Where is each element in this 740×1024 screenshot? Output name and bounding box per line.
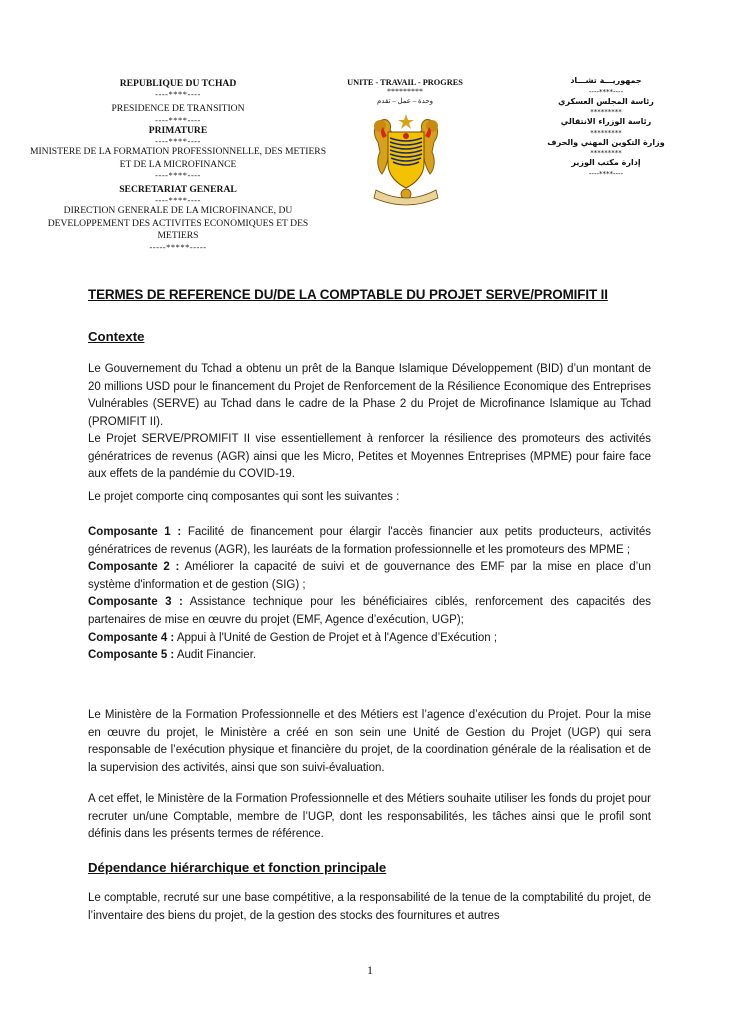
separator: ----****---- [155, 136, 201, 147]
country-name: REPUBLIQUE DU TCHAD [119, 78, 237, 89]
list-item [88, 559, 651, 594]
list-item [88, 630, 651, 648]
component-text: Améliorer la capacité de suivi et de gouvernance des EMF par la mise en place d’un système d'information et de gestion (SIG) ; [88, 561, 651, 591]
component-label: Composante 1 : [88, 526, 182, 538]
component-text: Facilité de financement pour élargir l'accès financier aux petits producteurs, activités génératrices de revenus (AGR), les lauréats de la formation professionnelle et les promoteurs des MPME ; [88, 526, 651, 556]
paragraph-role: Le comptable, recruté sur une base compétitive, a la responsabilité de la tenue de la comptabilité du projet, de l’inventaire des biens du projet, de la gestion des stocks des fournitures et autres [88, 892, 651, 922]
header-left [28, 78, 328, 252]
list-item [88, 594, 651, 629]
separator: ********* [590, 149, 622, 157]
country-name-arabic: جمهوريـــة تشـــاد [570, 76, 642, 85]
component-text: Appui à l'Unité de Gestion de Projet et à l'Agence d’Exécution ; [174, 631, 498, 644]
separator: ----****---- [155, 195, 201, 206]
ministry-name: MINISTERE DE LA FORMATION PROFESSIONNELLE, DES METIERS ET DE LA MICROFINANCE [29, 146, 327, 170]
separator: ----****---- [588, 169, 624, 178]
component-text: Audit Financier. [174, 649, 257, 662]
list-item [88, 647, 651, 665]
arabic-line-ministry: وزارة التكوين المهني والحرف [547, 137, 665, 147]
direction-name: DIRECTION GENERALE DE LA MICROFINANCE, DU DEVELOPPEMENT DES ACTIVITES ECONOMIQUES ET DES METIERS [47, 205, 309, 242]
separator: ----****---- [155, 114, 201, 125]
component-label: Composante 2 : [88, 561, 180, 574]
separator: ----****---- [155, 89, 201, 100]
paragraph-funding: Le Gouvernement du Tchad a obtenu un prêt de la Banque Islamique Développement (BID) d’un montant de 20 millions USD pour le financement du Projet de Renforcement de la Résilience Economique des Entreprises Vulnérables (SERVE) au Tchad dans le cadre de la Phase 2 du Projet de Microfinance Islamique au Tchad (PROMIFIT II). [88, 363, 651, 428]
paragraph-components-intro: Le projet comporte cinq composantes qui sont les suivantes : [88, 491, 400, 503]
separator: ----****---- [588, 87, 624, 96]
separator: ----****---- [155, 170, 201, 181]
list-item [88, 524, 651, 559]
national-motto-arabic: وحدة – عمل – تقدم [376, 97, 434, 105]
section-heading-contexte: Contexte [88, 329, 145, 344]
components-list [88, 524, 651, 665]
component-label: Composante 3 : [88, 596, 183, 609]
presidency-name: PRESIDENCE DE TRANSITION [111, 103, 245, 115]
secretariat-name: SECRETARIAT GENERAL [119, 184, 237, 196]
primature-name: PRIMATURE [148, 124, 208, 136]
national-motto: UNITE - TRAVAIL - PROGRES [347, 78, 463, 87]
chad-coat-of-arms-icon [368, 112, 444, 210]
arabic-line-prime-minister: رئاسة الوزراء الانتقالي [560, 117, 652, 126]
separator: ********* [590, 108, 622, 116]
component-label: Composante 5 : [88, 649, 175, 662]
page-number: 1 [367, 963, 373, 977]
separator: ********* [387, 87, 423, 96]
document-title: TERMES DE REFERENCE DU/DE LA COMPTABLE DU PROJET SERVE/PROMIFIT II [88, 287, 608, 302]
component-text: Assistance technique pour les bénéficiaires ciblés, renforcement des capacités des partenaires de mise en œuvre du projet (EMF, Agence d’exécution, UGP); [88, 596, 651, 626]
arabic-line-military-council: رئاسة المجلس العسكري [558, 96, 654, 106]
paragraph-executing-agency: Le Ministère de la Formation Professionnelle et des Métiers est l’agence d’exécution du Projet. Pour la mise en œuvre du projet, le Ministère a créé en son sein une Unité de Gestion du Projet (UGP) qui sera responsable de l’exécution physique et financière du projet, de la coordination générale de la réalisation et de la supervision des activités, ainsi que son suivi-évaluation. [88, 709, 651, 774]
paragraph-recruitment: A cet effet, le Ministère de la Formation Professionnelle et des Métiers souhaite utiliser les fonds du projet pour recruter un/une Comptable, membre de l’UGP, dont les responsabilités, les tâches ainsi que le profil sont définis dans les présents termes de référence. [88, 793, 651, 841]
header-middle [340, 78, 470, 107]
separator: ********* [590, 128, 622, 137]
paragraph-objective: Le Projet SERVE/PROMIFIT II vise essentiellement à renforcer la résilience des promoteurs des activités génératrices de revenus (AGR) ainsi que les Micro, Petites et Moyennes Entreprises (MPME) pour faire face aux effets de la pandémie du COVID-19. [88, 433, 651, 481]
component-label: Composante 4 : [88, 631, 175, 644]
section-heading-dependance: Dépendance hiérarchique et fonction principale [88, 860, 387, 875]
separator: -----*****----- [149, 241, 207, 252]
arabic-line-cabinet: إدارة مكتب الوزير [571, 158, 641, 167]
header-right [536, 75, 676, 178]
